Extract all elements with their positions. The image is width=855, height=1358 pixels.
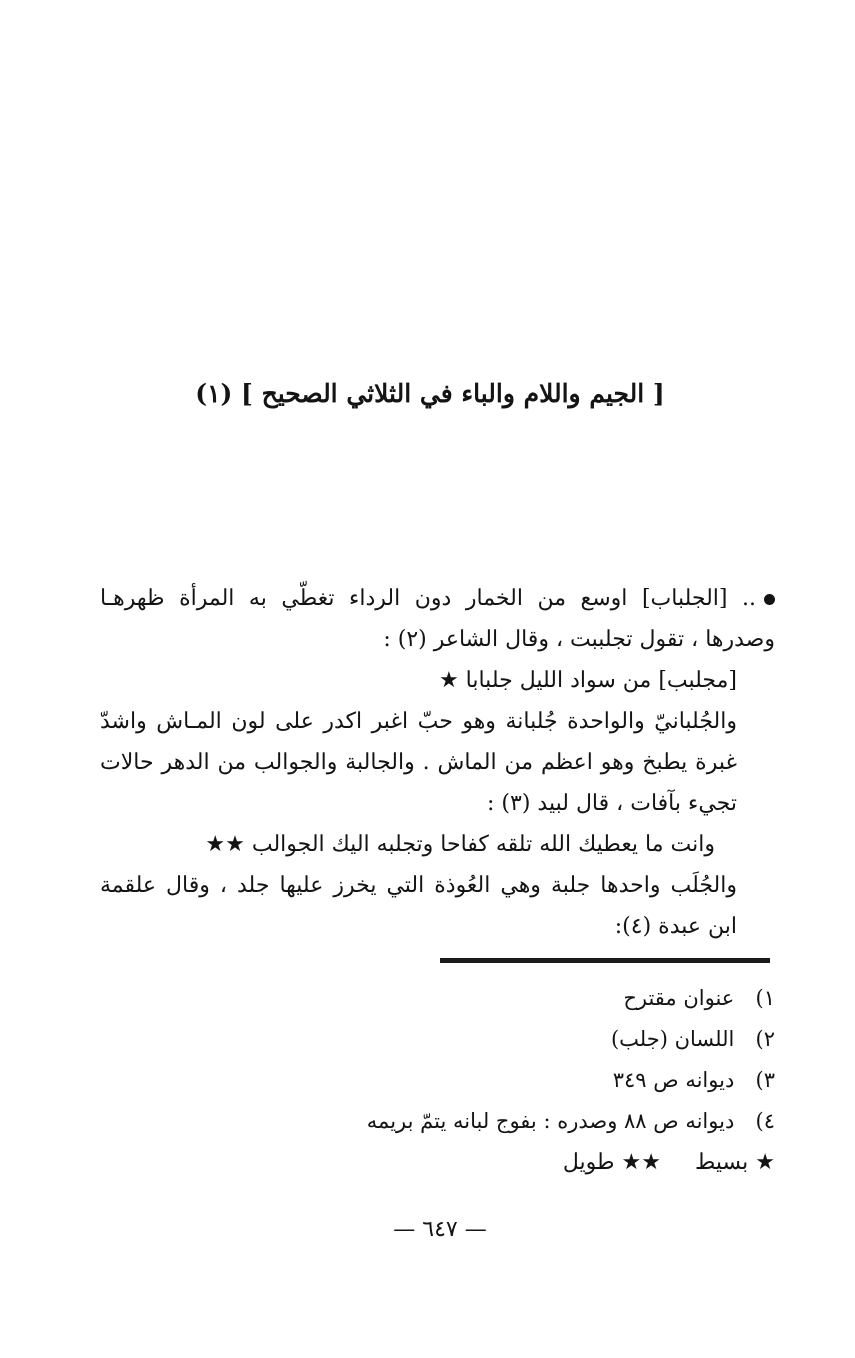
meter-second: ★★ طويل (562, 1150, 661, 1175)
verse-line: وانت ما يعطيك الله تلقه كفاحا وتجلبه اليك الجوالب ★★ (205, 832, 715, 857)
footnote-number: ٤) (755, 1109, 775, 1133)
footnote-separator (440, 958, 770, 963)
footnote-item (250, 1060, 775, 1101)
footnote-text: عنوان مقترح (623, 986, 735, 1010)
footnote-number: ٢) (755, 1027, 775, 1051)
paragraph: والجُلبانيّ والواحدة جُلبانة وهو حبّ اغبر اكدر على لون المـاش واشدّ غبرة يطبخ وهو اعظم من الماش . والجالبة والجوالب من الدهر حالات تجيء بآفات ، قال لبيد (٣) : (100, 709, 737, 816)
footnote-text: ديوانه ص ٨٨ وصدره : بفوج لبانه يتمّ بريمه (366, 1109, 735, 1133)
footnote-text: اللسان (جلب) (610, 1027, 735, 1051)
footnote-number: ١) (755, 986, 775, 1010)
footnote-item (250, 1101, 775, 1142)
verse-line: [مجلبب] من سواد الليل جلبابا ★ (438, 668, 737, 693)
meter-legend (250, 1142, 775, 1183)
chapter-title: [ الجيم واللام والباء في الثلاثي الصحيح ] (١) (195, 379, 665, 408)
footnote-item (250, 978, 775, 1019)
paragraph-text: .. [الجلباب] اوسع من الخمار دون الرداء تغطّي به المرأة ظهرهـا وصدرها ، تقول تجلببت ، وقال الشاعر (٢) : (100, 586, 775, 652)
footnote-text: ديوانه ص ٣٤٩ (612, 1068, 735, 1092)
paragraph-lead (100, 578, 775, 660)
bullet-icon (764, 594, 775, 605)
footnote-number: ٣) (755, 1068, 775, 1092)
body-text (100, 578, 775, 947)
meter-first: ★ بسيط (695, 1150, 775, 1175)
page-number: — ٦٤٧ — (393, 1217, 487, 1242)
footnotes (250, 978, 775, 1183)
footnote-item (250, 1019, 775, 1060)
paragraph: والجُلَب واحدها جلبة وهي العُوذة التي يخرز عليها جلد ، وقال علقمة ابن عبدة (٤): (100, 873, 737, 939)
